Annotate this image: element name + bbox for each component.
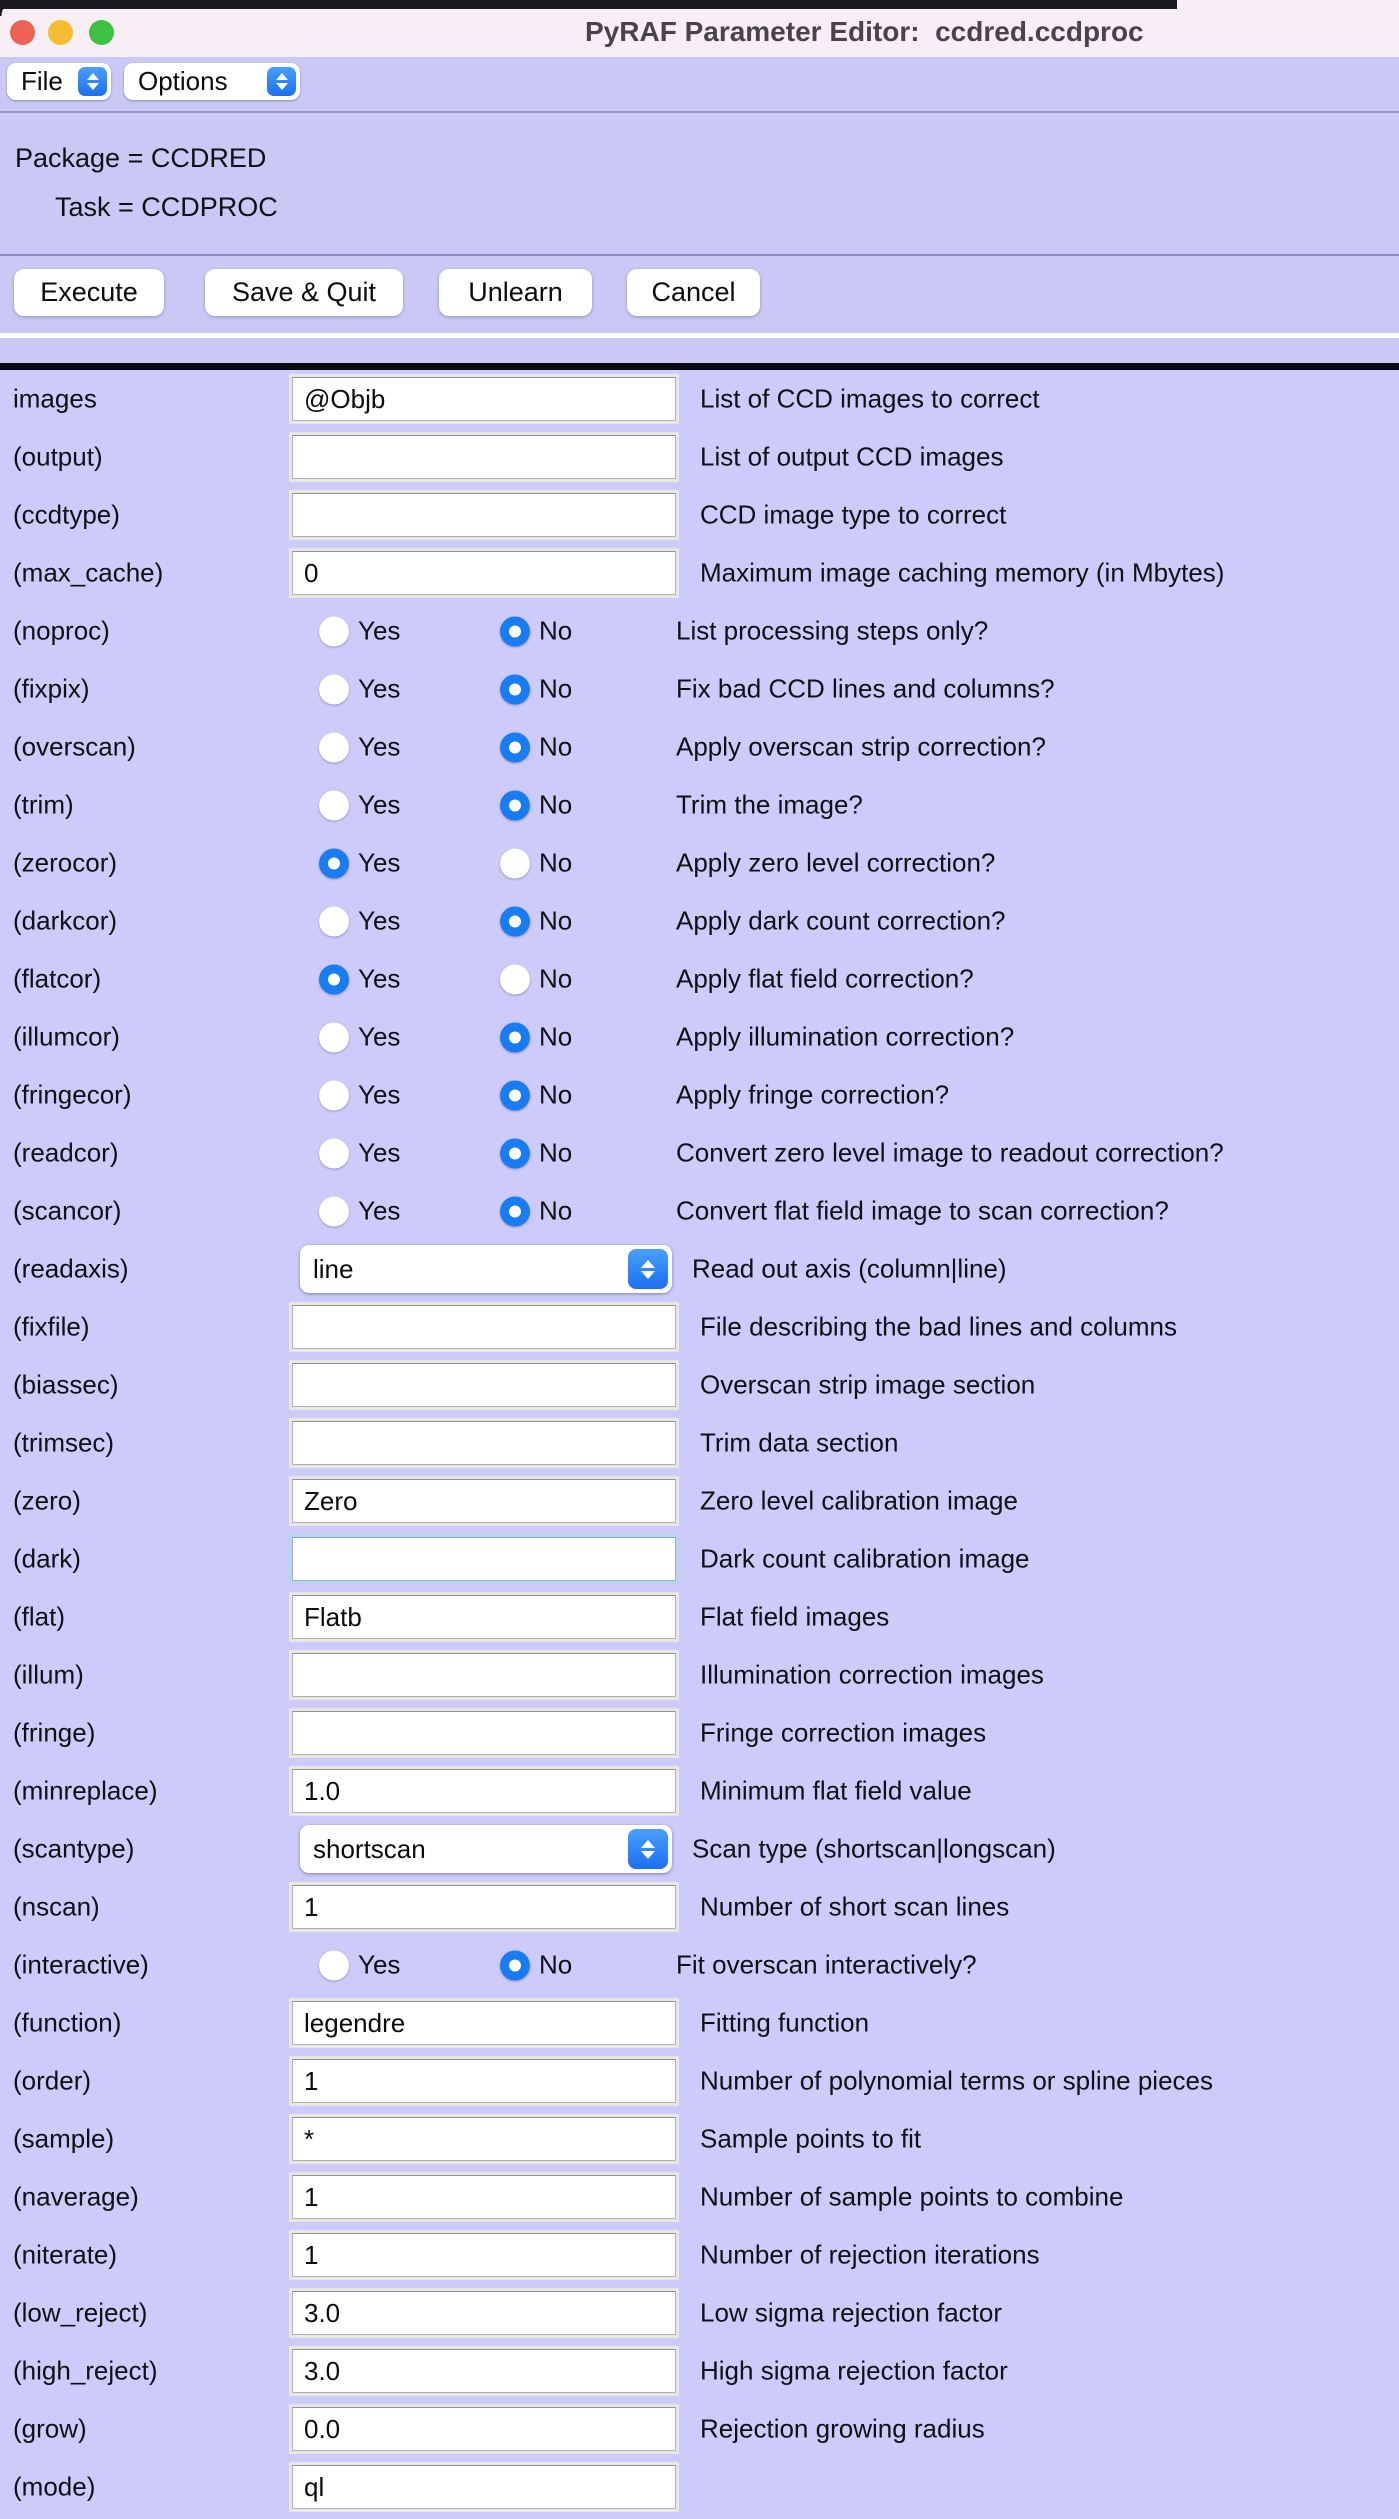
radio-no-label: No bbox=[539, 673, 573, 704]
param-name: (ccdtype) bbox=[13, 499, 120, 530]
radio-yes-label: Yes bbox=[358, 847, 401, 878]
param-description: Apply fringe correction? bbox=[676, 1079, 950, 1110]
radio-yes[interactable] bbox=[319, 964, 400, 995]
radio-yes[interactable] bbox=[319, 1138, 400, 1169]
radio-no[interactable] bbox=[500, 732, 572, 763]
spacer bbox=[0, 338, 1399, 363]
radio-circle-icon bbox=[500, 1138, 530, 1168]
param-name: (readcor) bbox=[13, 1137, 119, 1168]
radio-yes-label: Yes bbox=[358, 789, 401, 820]
param-name: (max_cache) bbox=[13, 557, 164, 588]
param-name: (minreplace) bbox=[13, 1775, 158, 1806]
param-name: (grow) bbox=[13, 2413, 87, 2444]
param-name: (low_reject) bbox=[13, 2297, 148, 2328]
param-text-field[interactable] bbox=[289, 490, 679, 540]
radio-yes-label: Yes bbox=[358, 615, 401, 646]
desktop-edge-strip bbox=[0, 0, 1177, 9]
param-row bbox=[0, 1704, 1399, 1762]
radio-circle-icon bbox=[319, 964, 349, 994]
param-name: (noproc) bbox=[13, 615, 110, 646]
action-button-bar bbox=[0, 256, 1399, 333]
param-row bbox=[0, 2226, 1399, 2284]
radio-circle-icon bbox=[319, 674, 349, 704]
param-row bbox=[0, 602, 1399, 660]
param-name: (flatcor) bbox=[13, 963, 102, 994]
save-quit-button[interactable]: Save & Quit bbox=[205, 269, 403, 316]
param-text-field[interactable] bbox=[289, 2462, 679, 2512]
radio-circle-icon bbox=[319, 732, 349, 762]
param-name: (scancor) bbox=[13, 1195, 122, 1226]
radio-yes[interactable] bbox=[319, 1196, 400, 1227]
param-description: High sigma rejection factor bbox=[700, 2355, 1008, 2386]
param-description: Zero level calibration image bbox=[700, 1485, 1018, 1516]
param-text-field[interactable] bbox=[289, 1592, 679, 1642]
param-description: Convert zero level image to readout correction? bbox=[676, 1137, 1224, 1168]
param-description: Number of sample points to combine bbox=[700, 2181, 1124, 2212]
param-name: (fixpix) bbox=[13, 673, 90, 704]
param-name: (interactive) bbox=[13, 1949, 149, 1980]
param-name: (sample) bbox=[13, 2123, 115, 2154]
radio-circle-icon bbox=[500, 1022, 530, 1052]
radio-circle-icon bbox=[319, 790, 349, 820]
radio-circle-icon bbox=[319, 906, 349, 936]
param-value: 0 bbox=[304, 557, 319, 588]
param-value: Flatb bbox=[304, 1601, 362, 1632]
param-name: (scantype) bbox=[13, 1833, 135, 1864]
param-value: @Objb bbox=[304, 383, 386, 414]
param-description: Number of short scan lines bbox=[700, 1891, 1010, 1922]
param-description: Apply dark count correction? bbox=[676, 905, 1006, 936]
param-text-field[interactable] bbox=[289, 2172, 679, 2222]
radio-no[interactable] bbox=[500, 1138, 572, 1169]
radio-no-label: No bbox=[539, 905, 573, 936]
param-description: Fix bad CCD lines and columns? bbox=[676, 673, 1055, 704]
radio-circle-icon bbox=[319, 1138, 349, 1168]
radio-yes[interactable] bbox=[319, 1950, 400, 1981]
param-row bbox=[0, 660, 1399, 718]
radio-circle-icon bbox=[500, 674, 530, 704]
task-info-panel bbox=[0, 115, 1399, 254]
param-text-field[interactable] bbox=[289, 374, 679, 424]
radio-yes[interactable] bbox=[319, 1080, 400, 1111]
radio-yes-label: Yes bbox=[358, 1195, 401, 1226]
param-description: Maximum image caching memory (in Mbytes) bbox=[700, 557, 1225, 588]
param-name: (fixfile) bbox=[13, 1311, 90, 1342]
radio-circle-icon bbox=[500, 790, 530, 820]
zoom-window-button[interactable] bbox=[89, 20, 114, 45]
chevron-updown-icon bbox=[267, 67, 296, 96]
chevron-updown-icon bbox=[628, 1249, 668, 1289]
param-description: Apply flat field correction? bbox=[676, 963, 974, 994]
param-value: line bbox=[313, 1253, 354, 1284]
param-description: Apply overscan strip correction? bbox=[676, 731, 1046, 762]
param-row bbox=[0, 1994, 1399, 2052]
param-name: (fringecor) bbox=[13, 1079, 132, 1110]
radio-no-label: No bbox=[539, 731, 573, 762]
param-description: Fitting function bbox=[700, 2007, 870, 2038]
radio-circle-icon bbox=[500, 1950, 530, 1980]
param-row bbox=[0, 776, 1399, 834]
param-description: Read out axis (column|line) bbox=[692, 1253, 1007, 1284]
param-row bbox=[0, 1530, 1399, 1588]
param-name: (darkcor) bbox=[13, 905, 118, 936]
param-name: (naverage) bbox=[13, 2181, 139, 2212]
param-value: 1 bbox=[304, 1891, 319, 1922]
param-row bbox=[0, 950, 1399, 1008]
radio-no-label: No bbox=[539, 963, 573, 994]
radio-circle-icon bbox=[500, 1196, 530, 1226]
param-row bbox=[0, 428, 1399, 486]
radio-no-label: No bbox=[539, 847, 573, 878]
param-row bbox=[0, 486, 1399, 544]
radio-no[interactable] bbox=[500, 1950, 572, 1981]
param-dropdown[interactable] bbox=[300, 1245, 672, 1293]
radio-yes[interactable] bbox=[319, 616, 400, 647]
window-corner bbox=[0, 0, 16, 16]
param-row bbox=[0, 1820, 1399, 1878]
param-name: (high_reject) bbox=[13, 2355, 158, 2386]
param-name: images bbox=[13, 383, 97, 414]
options-menu-button[interactable] bbox=[124, 63, 300, 100]
param-name: (overscan) bbox=[13, 731, 136, 762]
window-title: PyRAF Parameter Editor: ccdred.ccdproc bbox=[585, 16, 1144, 47]
menu-bar bbox=[0, 57, 1399, 113]
param-name: (illum) bbox=[13, 1659, 84, 1690]
radio-no-label: No bbox=[539, 1195, 573, 1226]
param-text-field[interactable] bbox=[289, 1998, 679, 2048]
param-text-field[interactable] bbox=[289, 2230, 679, 2280]
param-description: CCD image type to correct bbox=[700, 499, 1007, 530]
param-name: (mode) bbox=[13, 2471, 96, 2502]
radio-no[interactable] bbox=[500, 616, 572, 647]
param-text-field[interactable] bbox=[289, 2346, 679, 2396]
radio-circle-icon bbox=[319, 1022, 349, 1052]
radio-circle-icon bbox=[500, 616, 530, 646]
param-row bbox=[0, 1936, 1399, 1994]
param-description: Apply illumination correction? bbox=[676, 1021, 1015, 1052]
param-text-field[interactable] bbox=[289, 1766, 679, 1816]
radio-yes-label: Yes bbox=[358, 963, 401, 994]
param-description: Low sigma rejection factor bbox=[700, 2297, 1003, 2328]
param-row bbox=[0, 1008, 1399, 1066]
radio-yes[interactable] bbox=[319, 848, 400, 879]
param-name: (zerocor) bbox=[13, 847, 118, 878]
param-name: (output) bbox=[13, 441, 103, 472]
param-name: (niterate) bbox=[13, 2239, 118, 2270]
radio-no[interactable] bbox=[500, 1080, 572, 1111]
param-name: (order) bbox=[13, 2065, 92, 2096]
radio-yes-label: Yes bbox=[358, 731, 401, 762]
radio-yes[interactable] bbox=[319, 732, 400, 763]
param-value: 3.0 bbox=[304, 2355, 341, 2386]
radio-circle-icon bbox=[500, 964, 530, 994]
radio-circle-icon bbox=[500, 906, 530, 936]
task-label: Task = CCDPROC bbox=[55, 192, 278, 222]
param-row bbox=[0, 1298, 1399, 1356]
radio-no[interactable] bbox=[500, 1196, 572, 1227]
param-description: Trim the image? bbox=[676, 789, 863, 820]
param-text-field[interactable] bbox=[289, 1476, 679, 1526]
param-name: (function) bbox=[13, 2007, 122, 2038]
param-text-field[interactable] bbox=[289, 1882, 679, 1932]
param-row bbox=[0, 834, 1399, 892]
radio-no-label: No bbox=[539, 1949, 573, 1980]
param-value: ql bbox=[304, 2471, 325, 2502]
radio-circle-icon bbox=[500, 1080, 530, 1110]
param-row bbox=[0, 2284, 1399, 2342]
param-description: Number of rejection iterations bbox=[700, 2239, 1040, 2270]
param-description: List of output CCD images bbox=[700, 441, 1004, 472]
param-row bbox=[0, 2400, 1399, 2458]
param-name: (zero) bbox=[13, 1485, 81, 1516]
param-row bbox=[0, 718, 1399, 776]
param-row bbox=[0, 2168, 1399, 2226]
radio-yes-label: Yes bbox=[358, 673, 401, 704]
chevron-updown-icon bbox=[78, 67, 107, 96]
param-row bbox=[0, 1182, 1399, 1240]
minimize-window-button[interactable] bbox=[48, 20, 73, 45]
param-row bbox=[0, 892, 1399, 950]
radio-no[interactable] bbox=[500, 906, 572, 937]
divider bbox=[0, 363, 1399, 370]
radio-yes[interactable] bbox=[319, 906, 400, 937]
param-text-field[interactable] bbox=[289, 2056, 679, 2106]
param-description: Flat field images bbox=[700, 1601, 890, 1632]
radio-no-label: No bbox=[539, 1021, 573, 1052]
param-value: 1 bbox=[304, 2181, 319, 2212]
radio-yes-label: Yes bbox=[358, 1021, 401, 1052]
param-row bbox=[0, 2458, 1399, 2516]
param-text-field[interactable] bbox=[289, 1418, 679, 1468]
param-row bbox=[0, 370, 1399, 428]
param-row bbox=[0, 544, 1399, 602]
param-row bbox=[0, 1762, 1399, 1820]
radio-yes[interactable] bbox=[319, 674, 400, 705]
param-value: 1.0 bbox=[304, 1775, 341, 1806]
radio-yes[interactable] bbox=[319, 1022, 400, 1053]
param-row bbox=[0, 1588, 1399, 1646]
radio-yes[interactable] bbox=[319, 790, 400, 821]
param-name: (dark) bbox=[13, 1543, 81, 1574]
radio-no-label: No bbox=[539, 1079, 573, 1110]
radio-circle-icon bbox=[500, 848, 530, 878]
param-description: List processing steps only? bbox=[676, 615, 989, 646]
param-value: Zero bbox=[304, 1485, 358, 1516]
options-menu-label: Options bbox=[138, 66, 228, 96]
param-name: (biassec) bbox=[13, 1369, 119, 1400]
param-description: Dark count calibration image bbox=[700, 1543, 1030, 1574]
radio-yes-label: Yes bbox=[358, 1949, 401, 1980]
package-label: Package = CCDRED bbox=[15, 143, 267, 173]
param-list bbox=[0, 370, 1399, 2519]
param-row bbox=[0, 2342, 1399, 2400]
radio-circle-icon bbox=[319, 616, 349, 646]
unlearn-button[interactable]: Unlearn bbox=[439, 269, 592, 316]
param-text-field[interactable] bbox=[289, 1534, 679, 1584]
param-text-field[interactable] bbox=[289, 1708, 679, 1758]
param-name: (readaxis) bbox=[13, 1253, 129, 1284]
radio-no[interactable] bbox=[500, 790, 572, 821]
radio-no[interactable] bbox=[500, 848, 572, 879]
radio-circle-icon bbox=[319, 848, 349, 878]
param-text-field[interactable] bbox=[289, 1360, 679, 1410]
param-description: Trim data section bbox=[700, 1427, 899, 1458]
radio-no-label: No bbox=[539, 1137, 573, 1168]
param-description: Fit overscan interactively? bbox=[676, 1949, 977, 1980]
file-menu-button[interactable] bbox=[7, 63, 111, 100]
param-value: 1 bbox=[304, 2239, 319, 2270]
param-description: Minimum flat field value bbox=[700, 1775, 972, 1806]
radio-yes-label: Yes bbox=[358, 905, 401, 936]
param-row bbox=[0, 1472, 1399, 1530]
chevron-updown-icon bbox=[628, 1829, 668, 1869]
param-description: Number of polynomial terms or spline pieces bbox=[700, 2065, 1213, 2096]
param-text-field[interactable] bbox=[289, 1650, 679, 1700]
param-description: Fringe correction images bbox=[700, 1717, 987, 1748]
param-text-field[interactable] bbox=[289, 2404, 679, 2454]
param-description: File describing the bad lines and columns bbox=[700, 1311, 1177, 1342]
param-description: Rejection growing radius bbox=[700, 2413, 985, 2444]
radio-no[interactable] bbox=[500, 964, 572, 995]
param-name: (trimsec) bbox=[13, 1427, 115, 1458]
param-row bbox=[0, 1066, 1399, 1124]
radio-no-label: No bbox=[539, 789, 573, 820]
param-value: 3.0 bbox=[304, 2297, 341, 2328]
param-description: Illumination correction images bbox=[700, 1659, 1044, 1690]
param-description: List of CCD images to correct bbox=[700, 383, 1040, 414]
param-value: * bbox=[304, 2123, 315, 2154]
radio-yes-label: Yes bbox=[358, 1079, 401, 1110]
param-value: 1 bbox=[304, 2065, 319, 2096]
radio-circle-icon bbox=[319, 1080, 349, 1110]
param-value: 0.0 bbox=[304, 2413, 341, 2444]
param-text-field[interactable] bbox=[289, 2114, 679, 2164]
param-row bbox=[0, 1124, 1399, 1182]
radio-circle-icon bbox=[319, 1950, 349, 1980]
param-row bbox=[0, 2052, 1399, 2110]
radio-circle-icon bbox=[319, 1196, 349, 1226]
radio-no[interactable] bbox=[500, 1022, 572, 1053]
param-description: Overscan strip image section bbox=[700, 1369, 1036, 1400]
param-description: Sample points to fit bbox=[700, 2123, 922, 2154]
param-dropdown[interactable] bbox=[300, 1825, 672, 1873]
param-name: (flat) bbox=[13, 1601, 65, 1632]
file-menu-label: File bbox=[21, 66, 63, 96]
param-value: shortscan bbox=[313, 1833, 426, 1864]
param-description: Scan type (shortscan|longscan) bbox=[692, 1833, 1056, 1864]
param-name: (trim) bbox=[13, 789, 74, 820]
param-row bbox=[0, 1356, 1399, 1414]
radio-no[interactable] bbox=[500, 674, 572, 705]
radio-yes-label: Yes bbox=[358, 1137, 401, 1168]
param-text-field[interactable] bbox=[289, 548, 679, 598]
radio-no-label: No bbox=[539, 615, 573, 646]
radio-circle-icon bbox=[500, 732, 530, 762]
param-row bbox=[0, 1240, 1399, 1298]
param-value: legendre bbox=[304, 2007, 406, 2038]
param-row bbox=[0, 1878, 1399, 1936]
param-name: (nscan) bbox=[13, 1891, 100, 1922]
execute-button[interactable]: Execute bbox=[14, 269, 164, 316]
param-row bbox=[0, 1414, 1399, 1472]
close-window-button[interactable] bbox=[10, 20, 35, 45]
param-name: (illumcor) bbox=[13, 1021, 120, 1052]
param-text-field[interactable] bbox=[289, 2288, 679, 2338]
param-row bbox=[0, 2110, 1399, 2168]
param-description: Convert flat field image to scan correction? bbox=[676, 1195, 1169, 1226]
param-row bbox=[0, 1646, 1399, 1704]
cancel-button[interactable]: Cancel bbox=[627, 269, 760, 316]
param-description: Apply zero level correction? bbox=[676, 847, 996, 878]
param-name: (fringe) bbox=[13, 1717, 96, 1748]
param-text-field[interactable] bbox=[289, 432, 679, 482]
param-text-field[interactable] bbox=[289, 1302, 679, 1352]
